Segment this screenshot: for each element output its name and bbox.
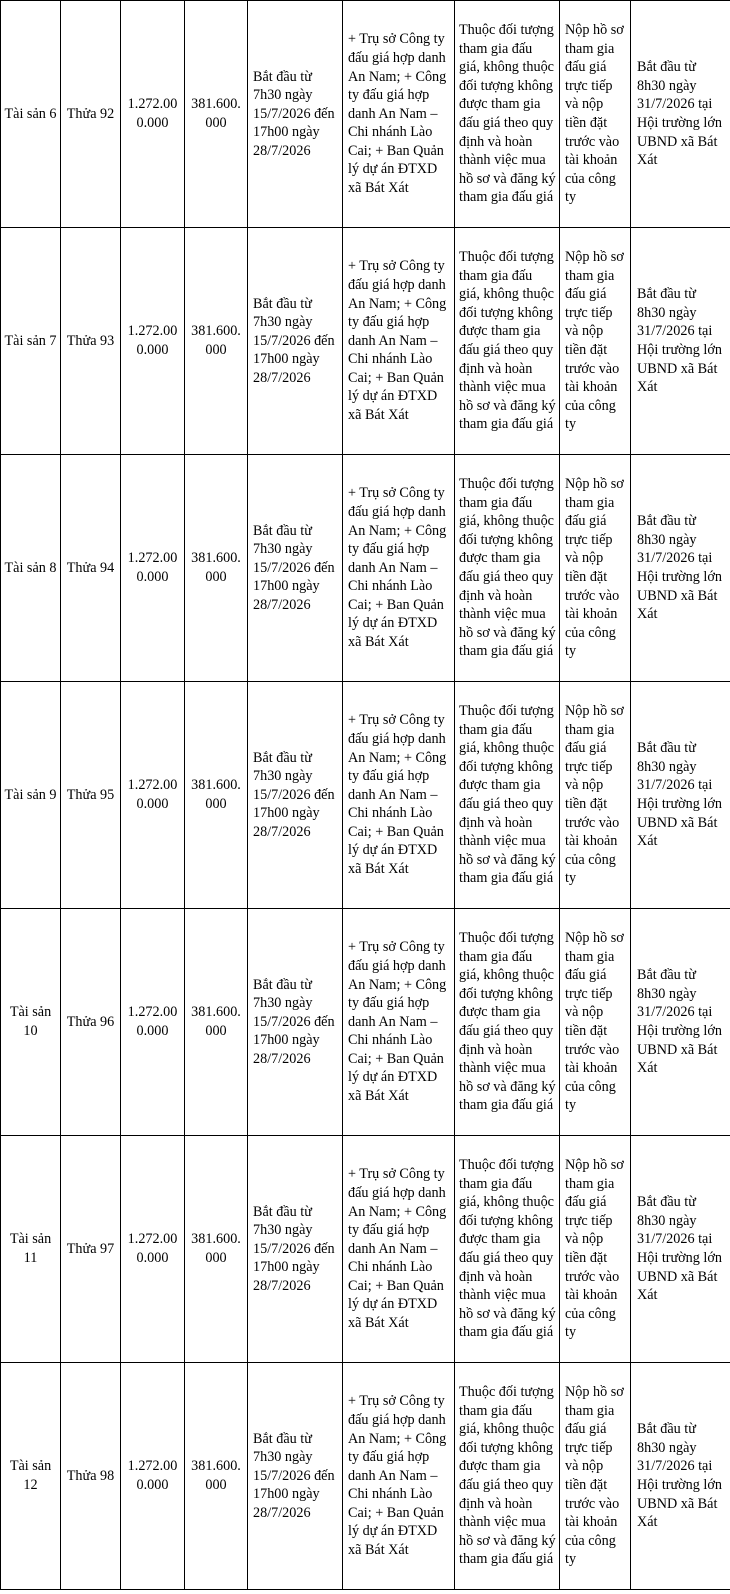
table-row <box>1 228 730 455</box>
parcel-number-cell <box>61 1 121 228</box>
asset-name-cell <box>1 1 61 228</box>
auction-schedule: Bắt đầu từ 8h30 ngày 31/7/2026 tại Hội trường lớn UBND xã Bát Xát <box>637 1194 722 1304</box>
submission-method: Nộp hồ sơ tham gia đấu giá trực tiếp và nộp tiền đặt trước vào tài khoản của công ty <box>565 1157 624 1341</box>
auction-schedule-cell <box>631 909 730 1136</box>
table-body <box>1 1 730 1590</box>
asset-name: Tài sản 7 <box>4 332 57 349</box>
registration-place: + Trụ sở Công ty đấu giá hợp danh An Nam; + Công ty đấu giá hợp danh An Nam – Chi nhánh Lào Cai; + Ban Quản lý dự án ĐTXD xã Bát Xát <box>348 712 447 878</box>
parcel-number-cell <box>61 682 121 909</box>
area-value-cell <box>121 228 185 455</box>
area-value-cell <box>121 1 185 228</box>
area-value: 1.272.00 0.000 <box>127 777 178 812</box>
registration-time-cell <box>248 909 343 1136</box>
registration-time: Bắt đầu từ 7h30 ngày 15/7/2026 đến 17h00 ngày 28/7/2026 <box>253 295 335 386</box>
parcel-number-cell <box>61 1363 121 1590</box>
eligibility-cell <box>455 909 560 1136</box>
price-value-cell <box>185 455 248 682</box>
asset-name-cell <box>1 909 61 1136</box>
auction-schedule: Bắt đầu từ 8h30 ngày 31/7/2026 tại Hội trường lớn UBND xã Bát Xát <box>637 740 722 850</box>
parcel-number: Thửa 98 <box>66 1467 115 1484</box>
eligibility-cell <box>455 682 560 909</box>
area-value: 1.272.00 0.000 <box>127 1004 178 1039</box>
table-row <box>1 455 730 682</box>
registration-time: Bắt đầu từ 7h30 ngày 15/7/2026 đến 17h00 ngày 28/7/2026 <box>253 1203 335 1294</box>
registration-time: Bắt đầu từ 7h30 ngày 15/7/2026 đến 17h00 ngày 28/7/2026 <box>253 68 335 159</box>
table-row <box>1 1363 730 1590</box>
area-value-cell <box>121 909 185 1136</box>
registration-time: Bắt đầu từ 7h30 ngày 15/7/2026 đến 17h00 ngày 28/7/2026 <box>253 976 335 1067</box>
registration-place-cell <box>343 1136 455 1363</box>
registration-time: Bắt đầu từ 7h30 ngày 15/7/2026 đến 17h00 ngày 28/7/2026 <box>253 749 335 840</box>
price-value: 381.600. 000 <box>191 1004 241 1039</box>
registration-place: + Trụ sở Công ty đấu giá hợp danh An Nam; + Công ty đấu giá hợp danh An Nam – Chi nhánh Lào Cai; + Ban Quản lý dự án ĐTXD xã Bát Xát <box>348 258 447 424</box>
registration-place-cell <box>343 228 455 455</box>
submission-method-cell <box>560 1 631 228</box>
registration-place: + Trụ sở Công ty đấu giá hợp danh An Nam; + Công ty đấu giá hợp danh An Nam – Chi nhánh Lào Cai; + Ban Quản lý dự án ĐTXD xã Bát Xát <box>348 1393 447 1559</box>
price-value: 381.600. 000 <box>191 777 241 812</box>
submission-method: Nộp hồ sơ tham gia đấu giá trực tiếp và nộp tiền đặt trước vào tài khoản của công ty <box>565 476 624 660</box>
asset-name-cell <box>1 228 61 455</box>
submission-method-cell <box>560 228 631 455</box>
registration-place-cell <box>343 909 455 1136</box>
auction-schedule: Bắt đầu từ 8h30 ngày 31/7/2026 tại Hội trường lớn UBND xã Bát Xát <box>637 286 722 396</box>
registration-place: + Trụ sở Công ty đấu giá hợp danh An Nam; + Công ty đấu giá hợp danh An Nam – Chi nhánh Lào Cai; + Ban Quản lý dự án ĐTXD xã Bát Xát <box>348 1166 447 1332</box>
submission-method-cell <box>560 455 631 682</box>
area-value: 1.272.00 0.000 <box>127 550 178 585</box>
registration-time-cell <box>248 1 343 228</box>
eligibility-conditions: Thuộc đối tượng tham gia đấu giá, không thuộc đối tượng không được tham gia đấu giá theo quy định và hoàn thành việc mua hồ sơ và đăng ký tham gia đấu giá <box>459 22 556 206</box>
auction-schedule: Bắt đầu từ 8h30 ngày 31/7/2026 tại Hội trường lớn UBND xã Bát Xát <box>637 513 722 623</box>
area-value-cell <box>121 1136 185 1363</box>
registration-place: + Trụ sở Công ty đấu giá hợp danh An Nam; + Công ty đấu giá hợp danh An Nam – Chi nhánh Lào Cai; + Ban Quản lý dự án ĐTXD xã Bát Xát <box>348 939 447 1105</box>
asset-name-cell <box>1 1136 61 1363</box>
auction-schedule-cell <box>631 455 730 682</box>
parcel-number: Thửa 95 <box>66 786 115 803</box>
area-value: 1.272.00 0.000 <box>127 323 178 358</box>
eligibility-conditions: Thuộc đối tượng tham gia đấu giá, không thuộc đối tượng không được tham gia đấu giá theo quy định và hoàn thành việc mua hồ sơ và đăng ký tham gia đấu giá <box>459 476 556 660</box>
area-value: 1.272.00 0.000 <box>127 1231 178 1266</box>
registration-place-cell <box>343 682 455 909</box>
submission-method-cell <box>560 682 631 909</box>
price-value: 381.600. 000 <box>191 1458 241 1493</box>
asset-name: Tài sản 10 <box>9 1004 52 1039</box>
eligibility-cell <box>455 1 560 228</box>
auction-schedule-cell <box>631 1363 730 1590</box>
price-value-cell <box>185 909 248 1136</box>
area-value-cell <box>121 682 185 909</box>
asset-name: Tài sản 11 <box>9 1231 52 1266</box>
price-value: 381.600. 000 <box>191 550 241 585</box>
submission-method: Nộp hồ sơ tham gia đấu giá trực tiếp và nộp tiền đặt trước vào tài khoản của công ty <box>565 703 624 887</box>
parcel-number: Thửa 93 <box>66 332 115 349</box>
auction-schedule-cell <box>631 682 730 909</box>
submission-method: Nộp hồ sơ tham gia đấu giá trực tiếp và nộp tiền đặt trước vào tài khoản của công ty <box>565 930 624 1114</box>
price-value-cell <box>185 1136 248 1363</box>
price-value: 381.600. 000 <box>191 323 241 358</box>
eligibility-conditions: Thuộc đối tượng tham gia đấu giá, không thuộc đối tượng không được tham gia đấu giá theo quy định và hoàn thành việc mua hồ sơ và đăng ký tham gia đấu giá <box>459 249 556 433</box>
parcel-number: Thửa 96 <box>66 1013 115 1030</box>
eligibility-conditions: Thuộc đối tượng tham gia đấu giá, không thuộc đối tượng không được tham gia đấu giá theo quy định và hoàn thành việc mua hồ sơ và đăng ký tham gia đấu giá <box>459 1384 556 1568</box>
eligibility-conditions: Thuộc đối tượng tham gia đấu giá, không thuộc đối tượng không được tham gia đấu giá theo quy định và hoàn thành việc mua hồ sơ và đăng ký tham gia đấu giá <box>459 930 556 1114</box>
parcel-number: Thửa 92 <box>66 105 115 122</box>
auction-schedule: Bắt đầu từ 8h30 ngày 31/7/2026 tại Hội trường lớn UBND xã Bát Xát <box>637 59 722 169</box>
asset-name: Tài sản 12 <box>9 1458 52 1493</box>
parcel-number-cell <box>61 909 121 1136</box>
area-value-cell <box>121 455 185 682</box>
asset-name-cell <box>1 682 61 909</box>
submission-method: Nộp hồ sơ tham gia đấu giá trực tiếp và nộp tiền đặt trước vào tài khoản của công ty <box>565 22 624 206</box>
price-value: 381.600. 000 <box>191 1231 241 1266</box>
registration-time-cell <box>248 455 343 682</box>
submission-method: Nộp hồ sơ tham gia đấu giá trực tiếp và nộp tiền đặt trước vào tài khoản của công ty <box>565 249 624 433</box>
auction-schedule: Bắt đầu từ 8h30 ngày 31/7/2026 tại Hội trường lớn UBND xã Bát Xát <box>637 1421 722 1531</box>
eligibility-conditions: Thuộc đối tượng tham gia đấu giá, không thuộc đối tượng không được tham gia đấu giá theo quy định và hoàn thành việc mua hồ sơ và đăng ký tham gia đấu giá <box>459 1157 556 1341</box>
submission-method-cell <box>560 909 631 1136</box>
registration-time-cell <box>248 1136 343 1363</box>
asset-name: Tài sản 6 <box>4 105 57 122</box>
asset-name: Tài sản 8 <box>4 559 57 576</box>
registration-time-cell <box>248 1363 343 1590</box>
eligibility-cell <box>455 228 560 455</box>
area-value: 1.272.00 0.000 <box>127 1458 178 1493</box>
auction-schedule-cell <box>631 228 730 455</box>
parcel-number: Thửa 94 <box>66 559 115 576</box>
parcel-number: Thửa 97 <box>66 1240 115 1257</box>
registration-time: Bắt đầu từ 7h30 ngày 15/7/2026 đến 17h00 ngày 28/7/2026 <box>253 1430 335 1521</box>
asset-name: Tài sản 9 <box>4 786 57 803</box>
table-row <box>1 1 730 228</box>
registration-place: + Trụ sở Công ty đấu giá hợp danh An Nam; + Công ty đấu giá hợp danh An Nam – Chi nhánh Lào Cai; + Ban Quản lý dự án ĐTXD xã Bát Xát <box>348 485 447 651</box>
parcel-number-cell <box>61 455 121 682</box>
auction-schedule-cell <box>631 1136 730 1363</box>
eligibility-conditions: Thuộc đối tượng tham gia đấu giá, không thuộc đối tượng không được tham gia đấu giá theo quy định và hoàn thành việc mua hồ sơ và đăng ký tham gia đấu giá <box>459 703 556 887</box>
price-value-cell <box>185 682 248 909</box>
registration-place: + Trụ sở Công ty đấu giá hợp danh An Nam; + Công ty đấu giá hợp danh An Nam – Chi nhánh Lào Cai; + Ban Quản lý dự án ĐTXD xã Bát Xát <box>348 31 447 197</box>
eligibility-cell <box>455 1136 560 1363</box>
registration-time-cell <box>248 228 343 455</box>
price-value-cell <box>185 228 248 455</box>
submission-method: Nộp hồ sơ tham gia đấu giá trực tiếp và nộp tiền đặt trước vào tài khoản của công ty <box>565 1384 624 1568</box>
eligibility-cell <box>455 455 560 682</box>
submission-method-cell <box>560 1136 631 1363</box>
parcel-number-cell <box>61 228 121 455</box>
asset-name-cell <box>1 1363 61 1590</box>
asset-name-cell <box>1 455 61 682</box>
table-row <box>1 1136 730 1363</box>
price-value-cell <box>185 1363 248 1590</box>
auction-schedule: Bắt đầu từ 8h30 ngày 31/7/2026 tại Hội trường lớn UBND xã Bát Xát <box>637 967 722 1077</box>
registration-place-cell <box>343 1 455 228</box>
registration-place-cell <box>343 1363 455 1590</box>
registration-place-cell <box>343 455 455 682</box>
submission-method-cell <box>560 1363 631 1590</box>
area-value-cell <box>121 1363 185 1590</box>
eligibility-cell <box>455 1363 560 1590</box>
auction-schedule-cell <box>631 1 730 228</box>
registration-time-cell <box>248 682 343 909</box>
parcel-number-cell <box>61 1136 121 1363</box>
table-row <box>1 682 730 909</box>
registration-time: Bắt đầu từ 7h30 ngày 15/7/2026 đến 17h00 ngày 28/7/2026 <box>253 522 335 613</box>
price-value: 381.600. 000 <box>191 96 241 131</box>
area-value: 1.272.00 0.000 <box>127 96 178 131</box>
price-value-cell <box>185 1 248 228</box>
table-row <box>1 909 730 1136</box>
